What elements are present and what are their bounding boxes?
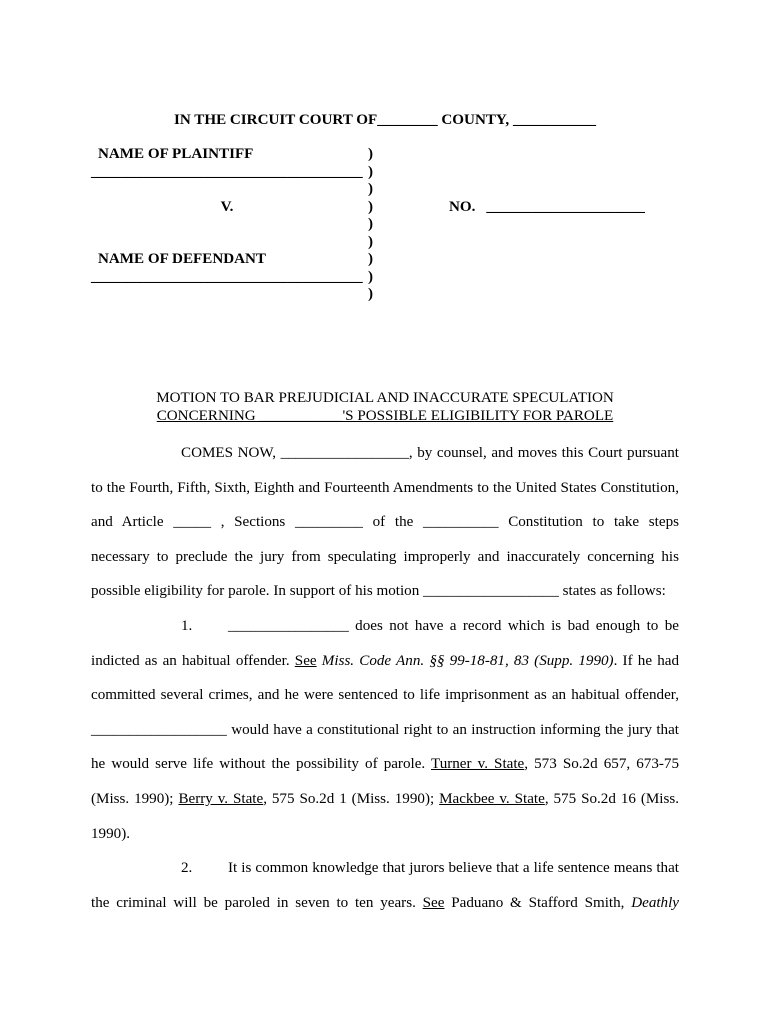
plaintiff-label: NAME OF PLAINTIFF: [98, 146, 254, 162]
court-heading: IN THE CIRCUIT COURT OF________ COUNTY, ___________: [173, 112, 596, 128]
body-text: the criminal will be paroled in seven to ten years.: [91, 894, 423, 911]
body-text: . If he had: [613, 652, 680, 669]
numbered-paragraph-line: [91, 851, 679, 886]
statute-citation: Miss. Code Ann. §§ 99-18-81, 83 (Supp. 1990): [321, 652, 614, 669]
caption-spacer: [91, 216, 363, 234]
body-text: possible eligibility for parole. In support of his motion __________________ states as follows:: [91, 583, 666, 600]
body-text: he would serve life without the possibility of parole.: [91, 756, 431, 773]
body-text: to the Fourth, Fifth, Sixth, Eighth and Fourteenth Amendments to the United States Constitution,: [91, 479, 679, 496]
body-line: [91, 678, 679, 713]
case-number: [449, 199, 645, 217]
body-line: [91, 886, 679, 921]
motion-title-line-2: [0, 408, 770, 426]
case-number-blank: _____________________: [486, 198, 645, 215]
body-text: indicted as an habitual offender.: [91, 652, 295, 669]
body-text: It is common knowledge that jurors believe that a life sentence means that: [228, 860, 679, 877]
caption-divider-mark: ): [368, 216, 374, 232]
caption-divider-mark: ): [368, 268, 374, 285]
body-line: [91, 817, 679, 852]
body-text: committed several crimes, and he were sentenced to life imprisonment as an habitual offender,: [91, 687, 679, 704]
paragraph-number: 2.: [181, 860, 193, 877]
body-line: [91, 471, 679, 506]
caption-divider-mark: ): [368, 181, 374, 197]
body-line: [91, 505, 679, 540]
body-text: and Article _____ , Sections _________ of the __________ Constitution to take steps: [91, 514, 679, 531]
caption-spacer: [91, 181, 363, 199]
numbered-paragraph-line: [91, 609, 679, 644]
motion-title-line-1: [0, 390, 770, 408]
citation-signal: See: [422, 894, 445, 911]
body-text: , 575 So.2d 16 (Miss.: [544, 790, 680, 807]
body-text: 1990).: [91, 825, 130, 842]
caption-divider-mark: ): [368, 146, 374, 162]
plaintiff-blank-line: ____________________________________: [91, 163, 363, 180]
caption-divider-mark: ): [368, 251, 374, 267]
body-line: [91, 782, 679, 817]
body-line: [91, 644, 679, 679]
caption-divider-column: [368, 146, 380, 304]
caption-divider-mark: ): [368, 233, 374, 250]
body-text: , 573 So.2d 657, 673-75: [524, 756, 679, 773]
publication-title: Deathly: [631, 894, 679, 911]
body-line: [91, 436, 679, 471]
body-line: [91, 540, 679, 575]
body-text: ________________ does not have a record which is bad enough to be: [228, 617, 679, 634]
case-name: Berry v. State: [178, 790, 264, 807]
body-line: [91, 747, 679, 782]
body-text: __________________ would have a constitutional right to an instruction informing the jury that: [91, 721, 679, 738]
case-caption-parties: [91, 146, 363, 304]
case-number-label: NO.: [449, 198, 476, 215]
caption-divider-mark: ): [368, 163, 374, 180]
body-text: necessary to preclude the jury from speculating improperly and inaccurately concerning his: [91, 548, 679, 565]
defendant-label: NAME OF DEFENDANT: [98, 251, 266, 267]
body-text: COMES NOW, _________________, by counsel, and moves this Court pursuant: [181, 445, 679, 461]
defendant-blank-line: ____________________________________: [91, 268, 363, 285]
body-text: , 575 So.2d 1 (Miss. 1990);: [263, 790, 440, 807]
body-text: Paduano & Stafford Smith,: [444, 894, 632, 911]
caption-divider-mark: ): [368, 286, 374, 302]
caption-divider-mark: ): [368, 198, 374, 215]
caption-spacer: [91, 286, 363, 304]
motion-title-text: CONCERNING ___________'S POSSIBLE ELIGIBILITY FOR PAROLE: [156, 407, 614, 424]
citation-signal: See: [294, 652, 317, 669]
versus-label: V.: [220, 198, 234, 215]
body-line: [91, 713, 679, 748]
body-text: (Miss. 1990);: [91, 790, 179, 807]
motion-body: [91, 436, 679, 920]
motion-title-text: MOTION TO BAR PREJUDICIAL AND INACCURATE SPECULATION: [156, 390, 614, 406]
caption-spacer: [91, 234, 363, 252]
case-name: Mackbee v. State: [439, 790, 545, 807]
paragraph-number: 1.: [181, 617, 193, 634]
case-name: Turner v. State: [431, 756, 525, 773]
body-line: [91, 574, 679, 609]
motion-title: [0, 390, 770, 425]
